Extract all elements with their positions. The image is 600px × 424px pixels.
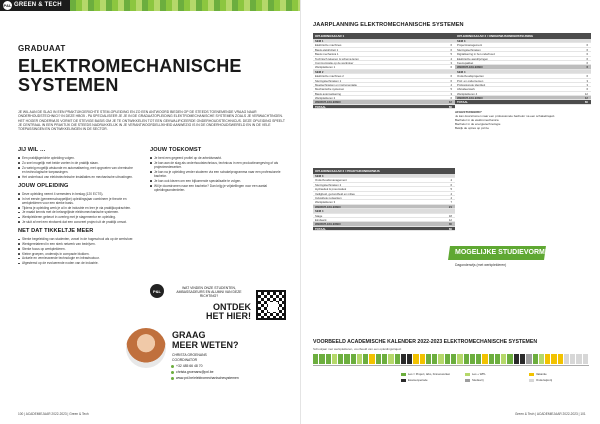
table-cell-value: 3 <box>586 82 588 87</box>
table-cell-label: Mechanische systemen <box>315 87 345 92</box>
brand-bar <box>0 0 300 11</box>
brand-badge-icon <box>150 284 164 298</box>
page-title-line-1: ELEKTROMECHANISCHE <box>18 56 242 76</box>
table-cell-label: SEM 3 <box>457 39 466 43</box>
contact-phone[interactable]: +32 485 66 48 70 <box>176 364 203 368</box>
list-item: Werkplekleren gebeurt in overleg met je stagementor en opleiding. <box>18 215 134 219</box>
table-cell-value: 4 <box>450 82 452 87</box>
section-heading: JIJ WIL … <box>18 147 46 153</box>
table-cell-label: Projectmanagement <box>457 43 483 48</box>
legend-swatch <box>465 373 470 376</box>
legend-swatch <box>529 379 534 382</box>
table-cell-value: 3 <box>586 78 588 83</box>
table-cell-value: 4 <box>450 56 452 61</box>
list-item: In het eerste (gemeenschappelijke) opleidingsjaar combineer je theorie en werkplekleren voor een sterke basis. <box>18 197 134 205</box>
table-cell-label: WERKPLEKLEREN <box>315 100 341 105</box>
calendar-subtitle: Schooljaar met werkplekleren, voorbeeld van een opleidingstraject <box>313 347 402 351</box>
calendar-week-cell <box>583 354 589 364</box>
table-cell-label: Werkplekleren 2 <box>315 96 336 101</box>
legend-item <box>465 378 484 382</box>
calendar-legend <box>401 372 591 392</box>
table-cell-label: Elektrische machines 2 <box>315 74 344 79</box>
list-item: Zo snel mogelijk met beide voeten in de praktijk staan. <box>18 161 134 165</box>
brand-logo-icon <box>3 1 12 10</box>
list-item: Je kan aan de slag als onderhoudstechnicus, technicus in een productieomgeving of als projectmedewerker. <box>150 161 286 169</box>
mail-icon <box>171 371 174 374</box>
table-cell-label: SEM 4 <box>315 209 324 214</box>
table-cell-value: 6 <box>586 56 588 61</box>
table-cell-label: Sturingstechnieken 2 <box>315 182 342 187</box>
legend-label: Studievrij <box>472 378 484 382</box>
table-cell-label: Veiligheid, gezondheid en milieu <box>315 191 355 196</box>
contact-name: CHRISTA GROENANS <box>172 353 207 357</box>
table-cell-label: Technisch tekenen & schema lezen <box>315 56 359 61</box>
table-cell-label: Basis automatisering <box>315 91 341 96</box>
contact-title-line-2: MEER WETEN? <box>172 340 239 350</box>
column-1 <box>18 147 134 266</box>
bullet-list <box>150 156 286 192</box>
phone-icon <box>171 365 174 368</box>
list-item: Deze opleiding neemt 4 semesters in beslag (120 ECTS). <box>18 192 134 196</box>
table-header: OPLEIDINGSJAAR 1 <box>313 33 455 39</box>
legend-swatch <box>529 373 534 376</box>
list-item: Je bent een gegeerd profiel op de arbeidsmarkt. <box>150 156 286 160</box>
table-cell-label: Onderhoudsmanagement <box>315 178 347 183</box>
graduate-note <box>455 110 591 130</box>
right-page <box>300 0 600 424</box>
list-item: Kleine groepen, onderwijs in compacte blokken. <box>18 252 134 256</box>
table-cell-label: Stage <box>315 213 323 218</box>
calendar-title: VOORBEELD ACADEMISCHE KALENDER 2022-2023 ELEKTROMECHANISCHE SYSTEMEN <box>313 339 538 345</box>
qr-code-icon[interactable] <box>256 290 286 320</box>
table-cell-label: WERKPLEKLEREN <box>457 96 483 101</box>
intro-paragraph: JE WIL AAN DE SLAG IN EEN PRAKTIJKGERICHTE STEM-OPLEIDING EN ZO EEN ANTWOORD BIEDEN OP DE STEEDS TOENEMENDE VRAAG NAAR ONDERHOUDSTECHNICI? IN DEZE HBO5 - PA SPECIALISEER JE JE IN DE GRADAATOPLEIDING ELEKTROMECHANISCHE SYSTEMEN ZOALS JE VERWACHTINGEN. HET HOGER ONDERWIJS VORMT DE STEVIGE BASIS OM JE TE ONTWIKKELEN TOT EEN GEKWALIFICEERDE ONDERHOUDSTECHNICUS. DEZE OPLEIDING SPEELT JE CENTRAAL IN EEN PRAKTIJK DIE STEEDS NADRUKKELIJK IN JE VERANTWOORDELIJKHEID AANWEZIG IS IN DE ONDERHOUDSWERELD EN IN DE VELE TOEPASSINGEN EN ONTWIKKELINGEN IN DE SECTOR. <box>18 110 285 132</box>
list-item: Je kan ook kiezen om een bijkomende specialisatie te volgen. <box>150 179 286 183</box>
table-cell-label: Communicatie op de werkvloer <box>315 60 354 65</box>
table-cell-label: Eindwerk <box>315 217 327 222</box>
table-cell-label: TOTAAL <box>457 100 469 105</box>
table-cell-value: 12 <box>584 91 588 96</box>
table-cell-label: Elektrische machines <box>315 43 342 48</box>
table-cell-label: SEM 4 <box>457 69 466 74</box>
visit-cta[interactable] <box>206 303 251 321</box>
planning-title: JAARPLANNING ELEKTROMECHANISCHE SYSTEMEN <box>313 22 464 28</box>
brand-tag <box>0 0 70 11</box>
table-cell-value: 6 <box>586 74 588 79</box>
brand-name: GREEN & TECH <box>14 2 62 8</box>
table-cell-value: 5 <box>450 187 452 192</box>
legend-label: Onderwijsvrij <box>536 378 553 382</box>
bullet-list <box>18 192 134 224</box>
list-item: Je sluit af met een eindwerk dat een concreet project uit de praktijk omvat. <box>18 220 134 224</box>
table-cell-label: Basis elektriciteit 1 <box>315 47 339 52</box>
table-cell-label: Sturingstechnieken 1 <box>315 78 342 83</box>
table-cell-value: 5 <box>450 87 452 92</box>
note-line: Bekijk de opties op pxl.be <box>455 126 490 130</box>
brand-stripes <box>70 0 300 11</box>
note-line: Je kan doorstromen naar een professionele bachelor na een schakeltraject. <box>455 114 556 118</box>
table-cell-value: 12 <box>448 100 452 105</box>
study-plan-table-1 <box>313 33 455 109</box>
study-forms <box>441 246 555 282</box>
bullet-list <box>18 156 134 179</box>
page-kicker: GRADUAAT <box>18 44 66 53</box>
list-item: Je kan na je opleiding verder studeren via een schakelprogramma naar een professionele bachelor. <box>150 170 286 178</box>
legend-item <box>529 378 552 382</box>
table-cell-label: WERKPLEKLEREN <box>315 222 341 227</box>
legend-swatch <box>465 379 470 382</box>
table-cell-value: 60 <box>584 100 588 105</box>
legend-label: Vakantie <box>536 372 547 376</box>
study-forms-line: Dagonderwijs (met werkplekleren) <box>455 263 507 267</box>
table-cell-label: Meettechnieken en instrumentatie <box>315 82 357 87</box>
table-cell-value: 4 <box>450 178 452 183</box>
table-cell-value: 60 <box>448 226 452 231</box>
table-cell-value: 6 <box>586 47 588 52</box>
contact-title <box>172 330 239 350</box>
visit-text: WAT VINDEN ONZE STUDENTEN, AMBASSADEURS EN ALUMNI VAN DEZE RICHTING? <box>176 286 242 299</box>
bullet-list <box>18 237 134 265</box>
note-line: Bachelor in de elektromechanica <box>455 118 499 122</box>
table-cell-label: SEM 2 <box>315 69 324 74</box>
page-footer: 100 | ACADEMIEJAAR 2022-2023 | Green & Tech <box>18 412 89 416</box>
table-cell-label: Keuzepakket <box>457 60 474 65</box>
legend-label: Les = Project, labo, binnenwerken <box>408 372 451 376</box>
list-item: Actuele en vernieuwende technologie en infrastructuur. <box>18 256 134 260</box>
note-line: Bachelor in de energietechnologie <box>455 122 501 126</box>
table-cell-value: 12 <box>584 96 588 101</box>
legend-swatch <box>401 379 406 382</box>
table-cell-label: Professionele identiteit <box>457 82 486 87</box>
contact-email[interactable]: christa.groenans@pxl.be <box>176 370 214 374</box>
list-item: Afgestemd op de evoluerende noden van de industrie. <box>18 261 134 265</box>
table-cell-value: 6 <box>450 78 452 83</box>
list-item: Werkgerelateerd in een sterk netwerk van bedrijven. <box>18 242 134 246</box>
table-cell-label: TOTAAL <box>315 104 327 109</box>
table-cell-value: 6 <box>586 65 588 70</box>
legend-label: Les + WPL <box>472 372 486 376</box>
table-cell-label: Industriele netwerken <box>315 195 342 200</box>
page-title-line-2: SYSTEMEN <box>18 75 119 95</box>
table-cell-label: SEM 1 <box>315 39 324 43</box>
list-item: Sterke focus op werkplekleren. <box>18 247 134 251</box>
section-heading: JOUW TOEKOMST <box>150 147 202 153</box>
list-item: Je maakt kennis met de belangrijkste elektromechanische systemen. <box>18 210 134 214</box>
legend-swatch <box>401 373 406 376</box>
study-forms-title: MOGELIJKE STUDIEVORMEN <box>455 249 555 256</box>
list-item: Zo weinig mogelijk wiskunde en automatisering, met opgroeien van chemische en technologische toepassingen. <box>18 166 134 174</box>
table-cell-value: 6 <box>450 65 452 70</box>
table-cell-value: 6 <box>586 60 588 65</box>
table-cell-label: Elektrische aandrijvingen <box>457 56 489 61</box>
table-cell-value: 3 <box>450 60 452 65</box>
table-cell-value: 3 <box>450 91 452 96</box>
table-cell-label: SEM 3 <box>315 174 324 178</box>
table-cell-value: 30 <box>448 222 452 227</box>
table-header: OPLEIDINGSJAAR 2 / ONDERWIJSONDERSTEUNING <box>455 33 591 39</box>
legend-label: Examenperiode <box>408 378 428 382</box>
contact-avatar <box>126 328 166 368</box>
table-cell-label: TOTAAL <box>315 226 327 231</box>
table-cell-value: 60 <box>448 104 452 109</box>
academic-calendar <box>313 354 589 364</box>
table-row <box>313 105 455 109</box>
table-cell-label: Werkplekleren 1 <box>315 65 336 70</box>
table-cell-label: Sturingstechnieken <box>457 47 481 52</box>
table-cell-value: 21 <box>448 204 452 209</box>
study-plan-table-3 <box>455 33 591 105</box>
column-2 <box>150 147 286 193</box>
table-cell-label: WERKPLEKLEREN <box>315 204 341 209</box>
page-footer: Green & Tech | ACADEMIEJAAR 2022-2023 | 101 <box>515 412 586 416</box>
table-cell-value: 12 <box>448 217 452 222</box>
legend-item <box>465 372 486 376</box>
legend-item <box>401 378 428 382</box>
table-cell-label: Basis mechanica 1 <box>315 52 339 57</box>
legend-item <box>401 372 450 376</box>
table-cell-value: 6 <box>450 47 452 52</box>
table-cell-value: 4 <box>450 195 452 200</box>
study-plan-table-2 <box>313 168 455 231</box>
table-cell-value: 6 <box>450 182 452 187</box>
contact-web[interactable]: www.pxl.be/elektromechanischesystemen <box>176 376 239 380</box>
table-cell-label: WERKPLEKLEREN <box>457 65 483 70</box>
table-cell-value: 5 <box>450 52 452 57</box>
section-heading: JOUW OPLEIDING <box>18 182 69 189</box>
list-item: Een praktijkgerichte opleiding volgen. <box>18 156 134 160</box>
table-cell-value: 6 <box>586 87 588 92</box>
table-cell-label: Hydrauliek & pneumatiek <box>315 187 347 192</box>
calendar-week-axis <box>313 365 589 368</box>
table-cell-value: 6 <box>586 52 588 57</box>
table-cell-label: Prof. en ondernemen <box>457 78 484 83</box>
visit-cta-line-2: HET HIER! <box>206 311 251 321</box>
section-heading: NET DAT TIKKELTJE MEER <box>18 228 94 235</box>
table-cell-value: 6 <box>450 96 452 101</box>
table-header: OPLEIDINGSJAAR 2 / PRAKTIJKONDERWIJS <box>313 168 455 174</box>
table-cell-label: Werkplekleren 3 <box>315 200 336 205</box>
visit-cta-line-1: ONTDEK <box>213 302 251 312</box>
note-title: AFGESTUDEERD? <box>455 110 482 114</box>
table-cell-value: 7 <box>450 200 452 205</box>
table-cell-value: 6 <box>450 74 452 79</box>
table-cell-value: 6 <box>586 43 588 48</box>
list-item: Tijdens je opleiding werk je al in de industrie en leer je via praktijkopdrachten. <box>18 206 134 210</box>
table-cell-label: Digitalisering in het onderhoud <box>457 52 495 57</box>
legend-item <box>529 372 547 376</box>
web-icon <box>171 377 174 380</box>
list-item: Sterke begeleiding van studenten, zowel in de hogeschool als op de werkvloer. <box>18 237 134 241</box>
contact-title-line-1: GRAAG <box>172 330 206 340</box>
brand-badge-text: P&L <box>153 288 161 294</box>
table-cell-value: 18 <box>448 213 452 218</box>
contact-role: COORDINATOR <box>172 358 198 362</box>
brand-logo-text: P&L <box>3 3 12 8</box>
table-row <box>455 100 591 104</box>
table-cell-label: Afstudeerwerk <box>457 87 475 92</box>
table-cell-value: 4 <box>450 191 452 196</box>
table-cell-label: Werkplekleren 4 <box>457 91 478 96</box>
list-item: Het onderhoud van elektrotechnische installaties en mechanische uitrustingen. <box>18 175 134 179</box>
table-row <box>313 227 455 231</box>
list-item: Wil je doorstromen naar een bachelor? Dan krijg je vrijstellingen voor een aantal opleidingsonderdelen. <box>150 184 286 192</box>
table-cell-value: 6 <box>450 43 452 48</box>
table-cell-label: Onderhoudsprojecten <box>457 74 484 79</box>
